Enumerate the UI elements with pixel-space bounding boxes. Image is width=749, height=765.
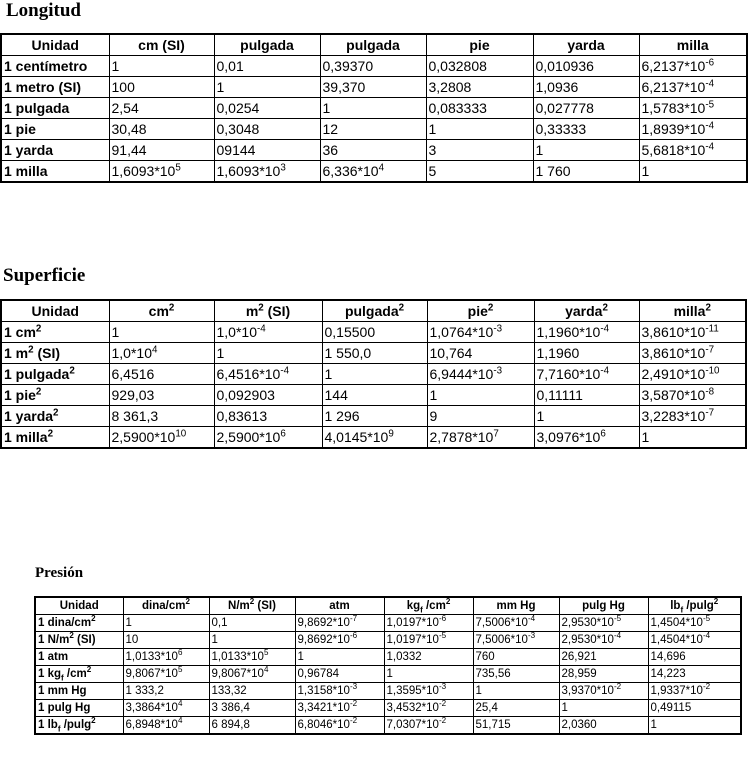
table-row	[1, 119, 747, 140]
table-cell: 12	[320, 119, 426, 140]
table-row	[1, 406, 746, 427]
table-cell: 0,032808	[426, 56, 533, 77]
table-cell: $1,0133*10^6$	[123, 649, 209, 666]
table-cell: $3,9370*10^{-2}$	[559, 683, 648, 700]
table-cell: 1,0332	[384, 649, 473, 666]
row-unit-label: 1 centímetro	[1, 56, 109, 77]
table-cell: 1,0936	[533, 77, 639, 98]
table-cell: 1	[209, 632, 295, 649]
table-cell: 36	[320, 140, 426, 161]
table-row	[1, 161, 747, 183]
table-cell: 1 296	[322, 406, 427, 427]
table-cell: $6,8948*10^4$	[123, 717, 209, 735]
row-unit-label: 1 pulgada	[1, 98, 109, 119]
column-header: $kg_f$ $/cm^2$	[384, 597, 473, 615]
header-row	[35, 597, 741, 615]
table-cell: 10	[123, 632, 209, 649]
table-cell: 1	[533, 140, 639, 161]
table-cell: $3,8610*10^{-11}$	[639, 322, 746, 343]
table-cell: $6,2137*10^{-6}$	[639, 56, 747, 77]
row-unit-label: 1 mm Hg	[35, 683, 123, 700]
table-row	[1, 343, 746, 364]
table-cell: $3,2283*10^{-7}$	[639, 406, 746, 427]
table-cell: $1,6093*10^5$	[109, 161, 214, 183]
table-cell: $9,8692*10^{-6}$	[295, 632, 384, 649]
table-cell: 26,921	[559, 649, 648, 666]
table-cell: $5,6818*10^{-4}$	[639, 140, 747, 161]
table-cell: $1,0197*10^{-5}$	[384, 632, 473, 649]
section-title-longitud: Longitud	[6, 0, 81, 21]
column-header: yarda$^2$	[534, 300, 639, 322]
table-row	[1, 56, 747, 77]
table-cell: $1,9337*10^{-2}$	[648, 683, 741, 700]
table-cell: 1	[295, 649, 384, 666]
table-cell: 0,11111	[534, 385, 639, 406]
table-cell: $2,5900*10^6$	[214, 427, 322, 449]
section-title-presion: Presión	[35, 565, 84, 581]
table-row	[1, 427, 746, 449]
table-row	[1, 98, 747, 119]
table-row	[1, 77, 747, 98]
table-cell: 1	[473, 683, 559, 700]
table-cell: $1,0197*10^{-6}$	[384, 615, 473, 632]
column-header: pulgada$^2$	[322, 300, 427, 322]
table-cell: 1	[639, 161, 747, 183]
table-cell: 144	[322, 385, 427, 406]
table-cell: $9,8692*10^{-7}$	[295, 615, 384, 632]
header-row	[1, 34, 747, 56]
table-cell: 1	[214, 343, 322, 364]
row-unit-label: 1 metro (SI)	[1, 77, 109, 98]
table-row	[35, 632, 741, 649]
table-cell: 39,370	[320, 77, 426, 98]
column-header: cm (SI)	[109, 34, 214, 56]
table-cell: 1	[109, 322, 214, 343]
table-cell: $6,336*10^4$	[320, 161, 426, 183]
table-cell: 1 760	[533, 161, 639, 183]
table-row	[1, 322, 746, 343]
table-cell: 1	[426, 119, 533, 140]
table-cell: 0,49115	[648, 700, 741, 717]
column-header: pie$^2$	[427, 300, 534, 322]
table-cell: $6,2137*10^{-4}$	[639, 77, 747, 98]
table-cell: $7,0307*10^{-2}$	[384, 717, 473, 735]
table-cell: 1	[384, 666, 473, 683]
row-unit-label: 1 yarda	[1, 140, 109, 161]
table-cell: 1	[322, 364, 427, 385]
table-cell: $1,8939*10^{-4}$	[639, 119, 747, 140]
row-unit-label: 1 yarda$^2$	[1, 406, 109, 427]
table-cell: $1,3158*10^{-3}$	[295, 683, 384, 700]
table-cell: 3,2808	[426, 77, 533, 98]
table-row	[1, 140, 747, 161]
table-row	[35, 683, 741, 700]
table-cell: 100	[109, 77, 214, 98]
row-unit-label: 1 pulg Hg	[35, 700, 123, 717]
row-unit-label: 1 milla$^2$	[1, 427, 109, 449]
table-longitud	[0, 33, 748, 183]
row-unit-label: 1 pie$^2$	[1, 385, 109, 406]
table-row	[35, 615, 741, 632]
table-cell: 1 333,2	[123, 683, 209, 700]
column-header: $m^2$ (SI)	[214, 300, 322, 322]
table-cell: 14,696	[648, 649, 741, 666]
table-cell: 1 550,0	[322, 343, 427, 364]
table-cell: $7,7160*10^{-4}$	[534, 364, 639, 385]
column-header: $cm^2$	[109, 300, 214, 322]
table-cell: $2,7878*10^7$	[427, 427, 534, 449]
table-cell: 51,715	[473, 717, 559, 735]
table-cell: $1,5783*10^{-5}$	[639, 98, 747, 119]
table-cell: 8 361,3	[109, 406, 214, 427]
table-cell: 0,027778	[533, 98, 639, 119]
row-unit-label: 1 dina/$cm^2$	[35, 615, 123, 632]
column-header: milla$^2$	[639, 300, 746, 322]
table-cell: $1,4504*10^{-4}$	[648, 632, 741, 649]
table-cell: 91,44	[109, 140, 214, 161]
table-cell: 0,1	[209, 615, 295, 632]
table-cell: 133,32	[209, 683, 295, 700]
table-cell: 2,54	[109, 98, 214, 119]
row-unit-label: 1 pulgada$^2$	[1, 364, 109, 385]
table-cell: 3	[426, 140, 533, 161]
table-cell: $3,3864*10^4$	[123, 700, 209, 717]
column-header: pulg Hg	[559, 597, 648, 615]
table-cell: 1	[320, 98, 426, 119]
table-cell: $3,0976*10^6$	[534, 427, 639, 449]
table-cell: 3 386,4	[209, 700, 295, 717]
table-cell: $2,5900*10^{10}$	[109, 427, 214, 449]
table-cell: $6,8046*10^{-2}$	[295, 717, 384, 735]
table-cell: 0,96784	[295, 666, 384, 683]
table-cell: $3,8610*10^{-7}$	[639, 343, 746, 364]
table-cell: 6,4516	[109, 364, 214, 385]
table-cell: 1	[639, 427, 746, 449]
table-cell: 0,33333	[533, 119, 639, 140]
table-cell: $3,4532*10^{-2}$	[384, 700, 473, 717]
column-header: Unidad	[1, 300, 109, 322]
table-row	[35, 717, 741, 735]
table-row	[1, 364, 746, 385]
table-cell: 1	[214, 77, 320, 98]
table-presion	[34, 596, 742, 735]
row-unit-label: 1 pie	[1, 119, 109, 140]
table-cell: 5	[426, 161, 533, 183]
table-cell: 929,03	[109, 385, 214, 406]
table-row	[1, 385, 746, 406]
table-cell: $6,9444*10^{-3}$	[427, 364, 534, 385]
table-cell: $2,9530*10^{-5}$	[559, 615, 648, 632]
table-cell: 2,0360	[559, 717, 648, 735]
table-cell: $7,5006*10^{-4}$	[473, 615, 559, 632]
table-cell: 28,959	[559, 666, 648, 683]
row-unit-label: 1 $kg_f$ $/cm^2$	[35, 666, 123, 683]
table-cell: 0,39370	[320, 56, 426, 77]
column-header: yarda	[533, 34, 639, 56]
table-cell: $3,3421*10^{-2}$	[295, 700, 384, 717]
column-header: atm	[295, 597, 384, 615]
table-cell: 1	[123, 615, 209, 632]
column-header: dina/$cm^2$	[123, 597, 209, 615]
table-cell: $1,0764*10^{-3}$	[427, 322, 534, 343]
table-cell: $2,9530*10^{-4}$	[559, 632, 648, 649]
table-cell: 9	[427, 406, 534, 427]
row-unit-label: 1 $cm^2$	[1, 322, 109, 343]
table-cell: $7,5006*10^{-3}$	[473, 632, 559, 649]
table-row	[35, 666, 741, 683]
column-header: pulgada	[214, 34, 320, 56]
table-cell: 1	[559, 700, 648, 717]
table-cell: $1,1960*10^{-4}$	[534, 322, 639, 343]
table-cell: 1	[534, 406, 639, 427]
table-superficie	[0, 299, 747, 449]
header-row	[1, 300, 746, 322]
table-cell: $1,0133*10^5$	[209, 649, 295, 666]
column-header: $N/m^2$ (SI)	[209, 597, 295, 615]
table-cell: 0,0254	[214, 98, 320, 119]
row-unit-label: 1 $N/m^2$ (SI)	[35, 632, 123, 649]
table-cell: 30,48	[109, 119, 214, 140]
table-cell: 0,010936	[533, 56, 639, 77]
table-cell: $3,5870*10^{-8}$	[639, 385, 746, 406]
table-cell: 10,764	[427, 343, 534, 364]
row-unit-label: 1 atm	[35, 649, 123, 666]
table-cell: $1,0*10^4$	[109, 343, 214, 364]
table-cell: 0,083333	[426, 98, 533, 119]
table-cell: 1	[648, 717, 741, 735]
column-header: Unidad	[35, 597, 123, 615]
table-cell: 1,1960	[534, 343, 639, 364]
column-header: $lb_f$ /pulg$^2$	[648, 597, 741, 615]
table-cell: 14,223	[648, 666, 741, 683]
table-cell: 0,01	[214, 56, 320, 77]
table-cell: 760	[473, 649, 559, 666]
table-cell: $9,8067*10^4$	[209, 666, 295, 683]
column-header: milla	[639, 34, 747, 56]
section-title-superficie: Superficie	[3, 265, 86, 286]
table-cell: 1	[109, 56, 214, 77]
table-cell: $1,3595*10^{-3}$	[384, 683, 473, 700]
table-cell: $9,8067*10^5$	[123, 666, 209, 683]
table-row	[35, 700, 741, 717]
table-cell: 6 894,8	[209, 717, 295, 735]
table-cell: 0,3048	[214, 119, 320, 140]
table-cell: 0,092903	[214, 385, 322, 406]
table-cell: $4,0145*10^9$	[322, 427, 427, 449]
table-cell: 1	[427, 385, 534, 406]
table-cell: 735,56	[473, 666, 559, 683]
row-unit-label: 1 $lb_f$ /pulg$^2$	[35, 717, 123, 735]
column-header: pulgada	[320, 34, 426, 56]
row-unit-label: 1 $m^2$ (SI)	[1, 343, 109, 364]
row-unit-label: 1 milla	[1, 161, 109, 183]
table-cell: 09144	[214, 140, 320, 161]
table-cell: 0,15500	[322, 322, 427, 343]
column-header: mm Hg	[473, 597, 559, 615]
table-cell: 25,4	[473, 700, 559, 717]
table-cell: $1,4504*10^{-5}$	[648, 615, 741, 632]
table-cell: $1,6093*10^3$	[214, 161, 320, 183]
table-cell: $1,0*10^{-4}$	[214, 322, 322, 343]
column-header: Unidad	[1, 34, 109, 56]
table-row	[35, 649, 741, 666]
table-cell: $6,4516*10^{-4}$	[214, 364, 322, 385]
column-header: pie	[426, 34, 533, 56]
table-cell: $2,4910*10^{-10}$	[639, 364, 746, 385]
table-cell: 0,83613	[214, 406, 322, 427]
